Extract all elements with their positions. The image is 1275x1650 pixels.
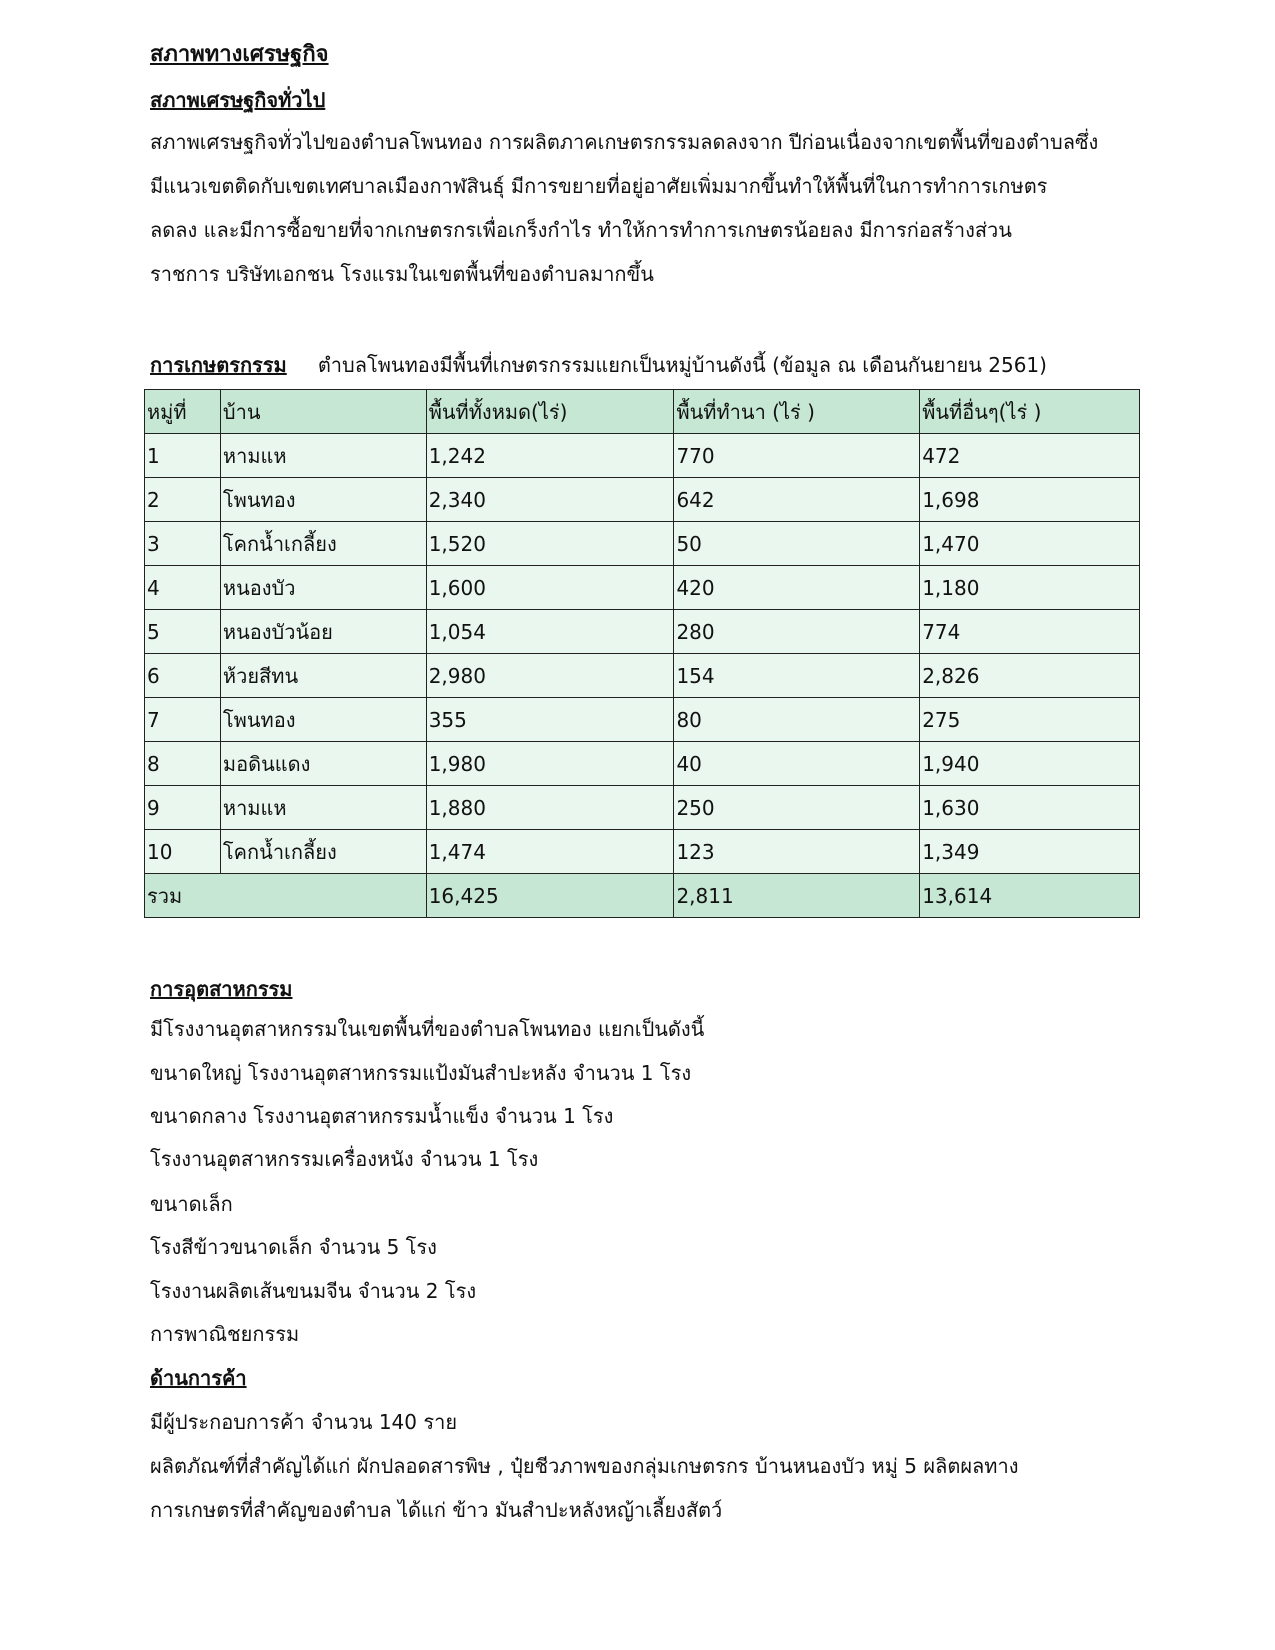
rice-area-cell: 154	[674, 654, 920, 698]
village-number-cell: 3	[145, 522, 221, 566]
industry-line: โรงงานผลิตเส้นขนมจีน จำนวน 2 โรง	[150, 1279, 477, 1303]
total-area-cell: 1,980	[426, 742, 674, 786]
table-header-row	[145, 390, 1140, 434]
heading-trade: ด้านการค้า	[150, 1366, 247, 1390]
total-area-cell: 2,340	[426, 478, 674, 522]
table-row	[145, 698, 1140, 742]
village-number-cell: 7	[145, 698, 221, 742]
industry-line: ขนาดเล็ก	[150, 1192, 233, 1216]
paragraph-line: ลดลง และมีการซื้อขายที่จากเกษตรกรเพื่อเกร็งกำไร ทำให้การทำการเกษตรน้อยลง มีการก่อสร้างส่วน	[150, 218, 1012, 242]
other-area-cell: 1,940	[920, 742, 1140, 786]
total-area-cell: 355	[426, 698, 674, 742]
rice-area-cell: 280	[674, 610, 920, 654]
paragraph-line: มีแนวเขตติดกับเขตเทศบาลเมืองกาฬสินธุ์ มีการขยายที่อยู่อาศัยเพิ่มมากขึ้นทำให้พื้นที่ในการทำการเกษตร	[150, 174, 1048, 198]
industry-line: มีโรงงานอุตสาหกรรมในเขตพื้นที่ของตำบลโพนทอง แยกเป็นดังนี้	[150, 1017, 705, 1041]
village-number-cell: 10	[145, 830, 221, 874]
village-name-cell: โพนทอง	[220, 478, 426, 522]
village-number-cell: 1	[145, 434, 221, 478]
heading-agriculture: การเกษตรกรรม	[150, 353, 287, 377]
trade-line: การเกษตรที่สำคัญของตำบล ได้แก่ ข้าว มันสำปะหลังหญ้าเลี้ยงสัตว์	[150, 1498, 723, 1522]
village-number-cell: 2	[145, 478, 221, 522]
village-number-cell: 6	[145, 654, 221, 698]
rice-area-cell: 123	[674, 830, 920, 874]
paragraph-line: ราชการ บริษัทเอกชน โรงแรมในเขตพื้นที่ของตำบลมากขึ้น	[150, 262, 654, 286]
rice-area-cell: 250	[674, 786, 920, 830]
paragraph-line: สภาพเศรษฐกิจทั่วไปของตำบลโพนทอง การผลิตภาคเกษตรกรรมลดลงจาก ปีก่อนเนื่องจากเขตพื้นที่ของตำบลซึ่ง	[150, 130, 1099, 154]
total-area-cell: 1,242	[426, 434, 674, 478]
village-name-cell: หนองบัว	[220, 566, 426, 610]
rice-area-cell: 770	[674, 434, 920, 478]
column-header: บ้าน	[220, 390, 426, 434]
other-area-cell: 1,630	[920, 786, 1140, 830]
rice-area-cell: 80	[674, 698, 920, 742]
table-row	[145, 434, 1140, 478]
table-row	[145, 742, 1140, 786]
village-number-cell: 4	[145, 566, 221, 610]
column-header: พื้นที่ทั้งหมด(ไร่)	[426, 390, 674, 434]
section-title-economy: สภาพทางเศรษฐกิจ	[150, 42, 329, 67]
other-area-cell: 1,470	[920, 522, 1140, 566]
other-area-cell: 275	[920, 698, 1140, 742]
table-row	[145, 786, 1140, 830]
village-name-cell: หามแห	[220, 434, 426, 478]
industry-line: ขนาดใหญ่ โรงงานอุตสาหกรรมแป้งมันสำปะหลัง จำนวน 1 โรง	[150, 1061, 692, 1085]
village-name-cell: โคกน้ำเกลี้ยง	[220, 830, 426, 874]
trade-line: ผลิตภัณฑ์ที่สำคัญได้แก่ ผักปลอดสารพิษ , ปุ๋ยชีวภาพของกลุ่มเกษตรกร บ้านหนองบัว หมู่ 5 ผลิตผลทาง	[150, 1454, 1019, 1478]
village-name-cell: มอดินแดง	[220, 742, 426, 786]
industry-line: ขนาดกลาง โรงงานอุตสาหกรรมน้ำแข็ง จำนวน 1 โรง	[150, 1104, 614, 1128]
trade-line: มีผู้ประกอบการค้า จำนวน 140 ราย	[150, 1410, 458, 1434]
village-number-cell: 9	[145, 786, 221, 830]
village-name-cell: หามแห	[220, 786, 426, 830]
table-row	[145, 566, 1140, 610]
village-name-cell: โคกน้ำเกลี้ยง	[220, 522, 426, 566]
general-economy-paragraph	[150, 120, 1098, 296]
table-row	[145, 654, 1140, 698]
total-area-cell: 1,880	[426, 786, 674, 830]
other-area-cell: 1,180	[920, 566, 1140, 610]
village-name-cell: ห้วยสีทน	[220, 654, 426, 698]
total-label-cell: รวม	[145, 874, 427, 918]
agriculture-intro-text: ตำบลโพนทองมีพื้นที่เกษตรกรรมแยกเป็นหมู่บ้านดังนี้ (ข้อมูล ณ เดือนกันยายน 2561)	[317, 353, 1047, 377]
heading-commerce: การพาณิชยกรรม	[150, 1322, 300, 1346]
village-number-cell: 8	[145, 742, 221, 786]
industry-line: โรงงานอุตสาหกรรมเครื่องหนัง จำนวน 1 โรง	[150, 1147, 539, 1171]
column-header: หมู่ที่	[145, 390, 221, 434]
heading-industry: การอุตสาหกรรม	[150, 977, 293, 1001]
table-row	[145, 830, 1140, 874]
other-area-cell: 1,698	[920, 478, 1140, 522]
table-row	[145, 478, 1140, 522]
column-header: พื้นที่อื่นๆ(ไร่ )	[920, 390, 1140, 434]
total-area-cell: 1,474	[426, 830, 674, 874]
other-area-cell: 472	[920, 434, 1140, 478]
industry-line: โรงสีข้าวขนาดเล็ก จำนวน 5 โรง	[150, 1235, 437, 1259]
table-total-row	[145, 874, 1140, 918]
rice-area-cell: 642	[674, 478, 920, 522]
village-name-cell: โพนทอง	[220, 698, 426, 742]
agriculture-area-table	[144, 389, 1140, 918]
village-number-cell: 5	[145, 610, 221, 654]
other-area-cell: 1,349	[920, 830, 1140, 874]
column-header: พื้นที่ทำนา (ไร่ )	[674, 390, 920, 434]
other-area-cell: 2,826	[920, 654, 1140, 698]
total-area-cell: 1,600	[426, 566, 674, 610]
table-row	[145, 610, 1140, 654]
rice-area-cell: 420	[674, 566, 920, 610]
total-area-cell: 1,054	[426, 610, 674, 654]
other-area-cell: 774	[920, 610, 1140, 654]
rice-area-cell: 50	[674, 522, 920, 566]
rice-area-cell: 40	[674, 742, 920, 786]
other-area-sum-cell: 13,614	[920, 874, 1140, 918]
total-area-cell: 2,980	[426, 654, 674, 698]
heading-general-economy: สภาพเศรษฐกิจทั่วไป	[150, 88, 326, 112]
total-area-sum-cell: 16,425	[426, 874, 674, 918]
rice-area-sum-cell: 2,811	[674, 874, 920, 918]
table-row	[145, 522, 1140, 566]
total-area-cell: 1,520	[426, 522, 674, 566]
village-name-cell: หนองบัวน้อย	[220, 610, 426, 654]
agriculture-intro-line	[150, 349, 1047, 381]
